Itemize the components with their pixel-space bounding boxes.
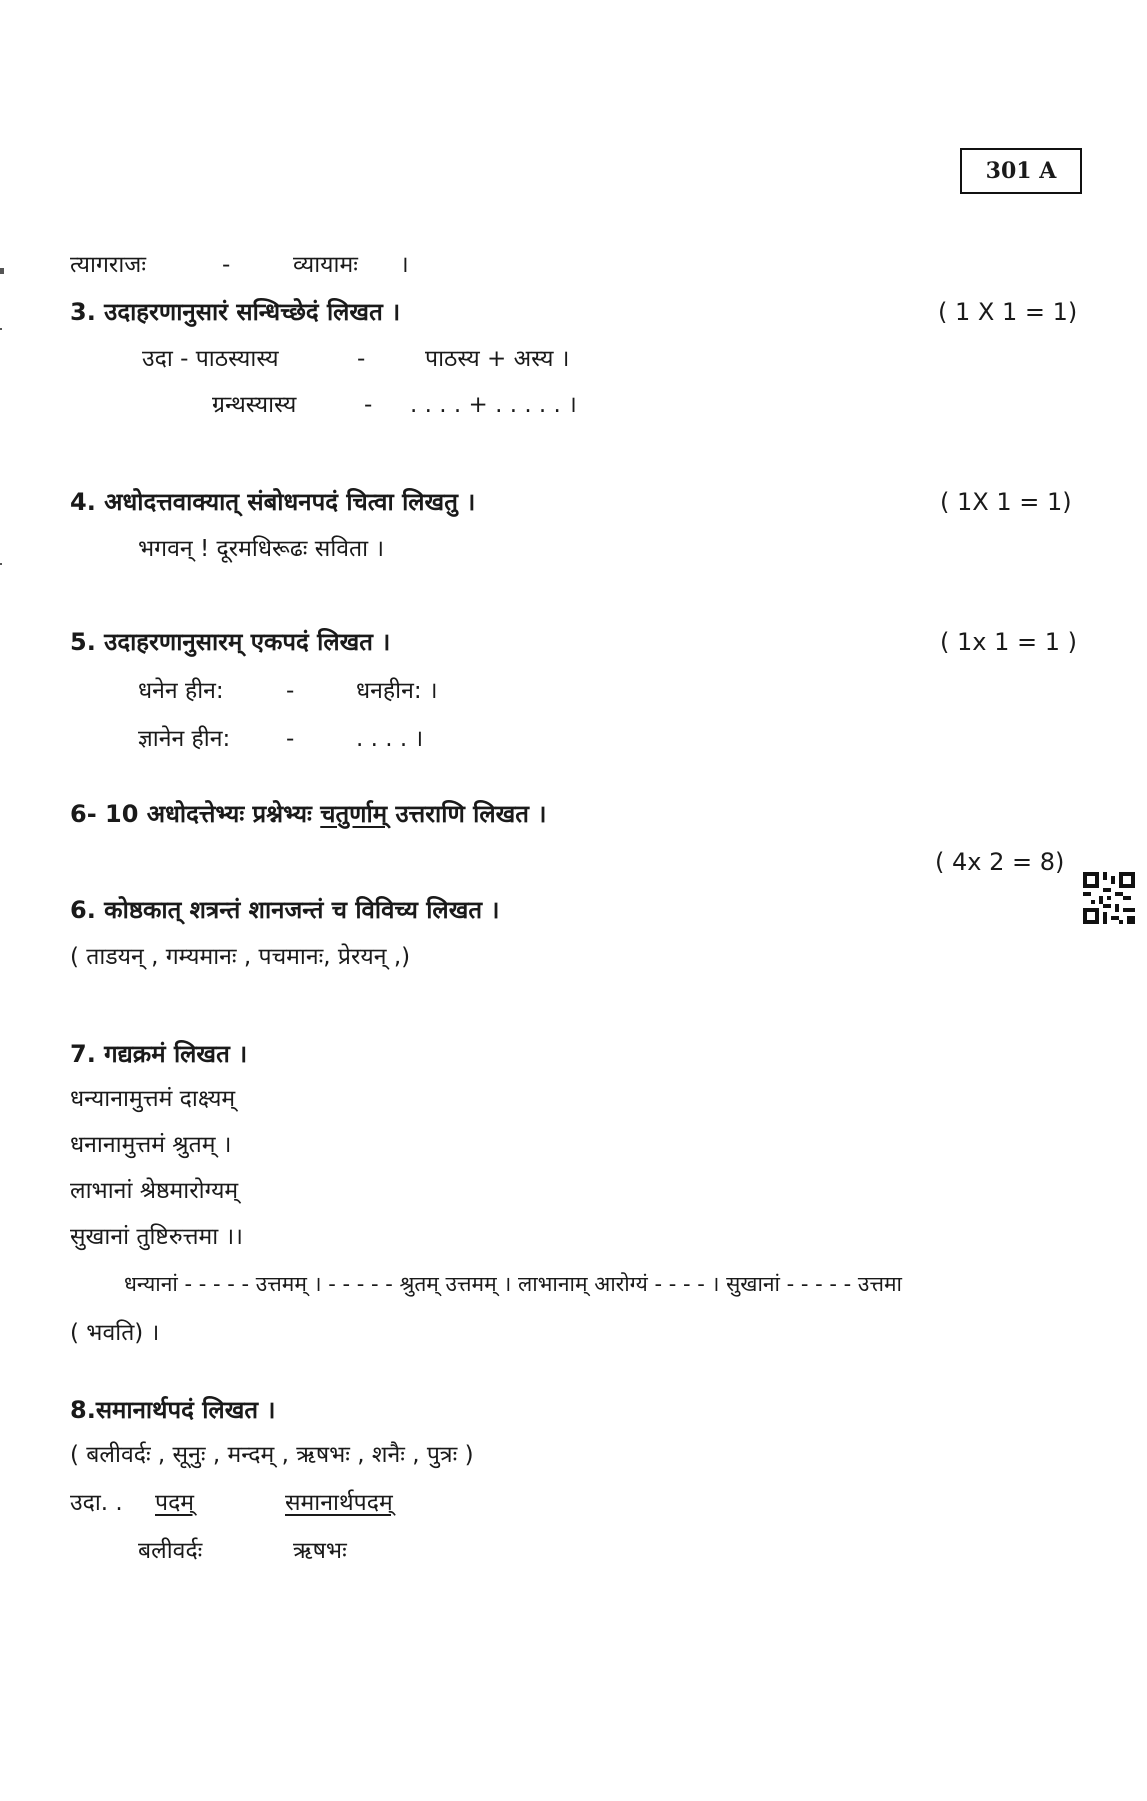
q5-title: 5. उदाहरणानुसारम् एकपदं लिखत । [70,628,391,656]
q4-marks: ( 1X 1 = 1) [940,488,1072,516]
q8-options: ( बलीवर्दः , सूनुः , मन्दम् , ऋषभः , शनैः , पुत्रः ) [70,1442,474,1468]
q7-prose-line-end: ( भवति) । [70,1320,160,1346]
section-suffix: उत्तराणि लिखत । [395,800,547,828]
section-underlined-word: चतुर्णाम् [320,800,388,828]
q5-example-dash: - [286,678,295,704]
paper-code: 301 A [985,158,1057,184]
q7-verse-line: धन्यानामुत्तमं दाक्ष्यम् [70,1086,236,1112]
scan-edge-mark [0,328,2,330]
q4-title: 4. अधोदत्तवाक्यात् संबोधनपदं चित्वा लिखतु । [70,488,476,516]
q3-marks: ( 1 X 1 = 1) [938,298,1078,326]
q5-example-answer: धनहीन: । [356,678,438,704]
q3-example-dash: - [357,346,366,372]
q8-title: 8.समानार्थपदं लिखत । [70,1396,276,1424]
qr-code-icon [1083,872,1135,924]
q7-verse-line: लाभानां श्रेष्ठमारोग्यम् [70,1178,239,1204]
q8-row-word: बलीवर्दः [138,1538,203,1564]
q3-answer-blank: . . . . + . . . . . । [410,392,577,418]
q4-sentence: भगवन् ! दूरमधिरूढः सविता । [138,536,385,562]
q3-question-word: ग्रन्थस्यास्य [212,392,297,418]
scan-edge-mark [0,563,2,565]
q8-example-label: उदा. . [70,1490,123,1516]
paper-code-box [960,148,1082,194]
q8-row-answer: ऋषभः [293,1538,347,1564]
q6-title: 6. कोष्ठकात् शत्रन्तं शानजन्तं च विविच्य लिखत । [70,896,500,924]
q5-marks: ( 1x 1 = 1 ) [940,628,1077,656]
section-instruction [70,800,546,829]
q3-example-label: उदा - पाठस्यास्य [142,346,279,372]
prev-line-end: । [400,252,409,278]
q5-question-dash: - [286,726,295,752]
q7-title: 7. गद्यक्रमं लिखत । [70,1040,248,1068]
q8-column-header-word: पदम् [155,1490,195,1516]
q7-prose-line: धन्यानां - - - - - उत्तमम् । - - - - - श्रुतम् उत्तमम् । लाभानाम् आरोग्यं - - - - । सुखानां - - - - - उत्तमा [124,1272,902,1296]
q5-example-word: धनेन हीन: [138,678,224,704]
q3-example-answer: पाठस्य + अस्य । [425,346,570,372]
scan-edge-mark [0,268,4,274]
q5-question-word: ज्ञानेन हीन: [138,726,231,752]
prev-line-dash: - [222,252,231,278]
q7-verse-line: धनानामुत्तमं श्रुतम् । [70,1132,232,1158]
q7-verse-line: सुखानां तुष्टिरुत्तमा ।। [70,1224,243,1250]
prev-line-word1: त्यागराजः [70,252,146,278]
q6-options: ( ताडयन् , गम्यमानः , पचमानः, प्रेरयन् ,) [70,944,411,970]
q8-column-header-synonym: समानार्थपदम् [285,1490,393,1516]
q3-title: 3. उदाहरणानुसारं सन्धिच्छेदं लिखत । [70,298,401,326]
section-prefix: 6- 10 अधोदत्तेभ्यः प्रश्नेभ्यः [70,800,312,828]
q3-question-dash: - [364,392,373,418]
section-marks: ( 4x 2 = 8) [935,848,1065,876]
q5-answer-blank: . . . . । [356,726,424,752]
prev-line-word2: व्यायामः [293,252,358,278]
